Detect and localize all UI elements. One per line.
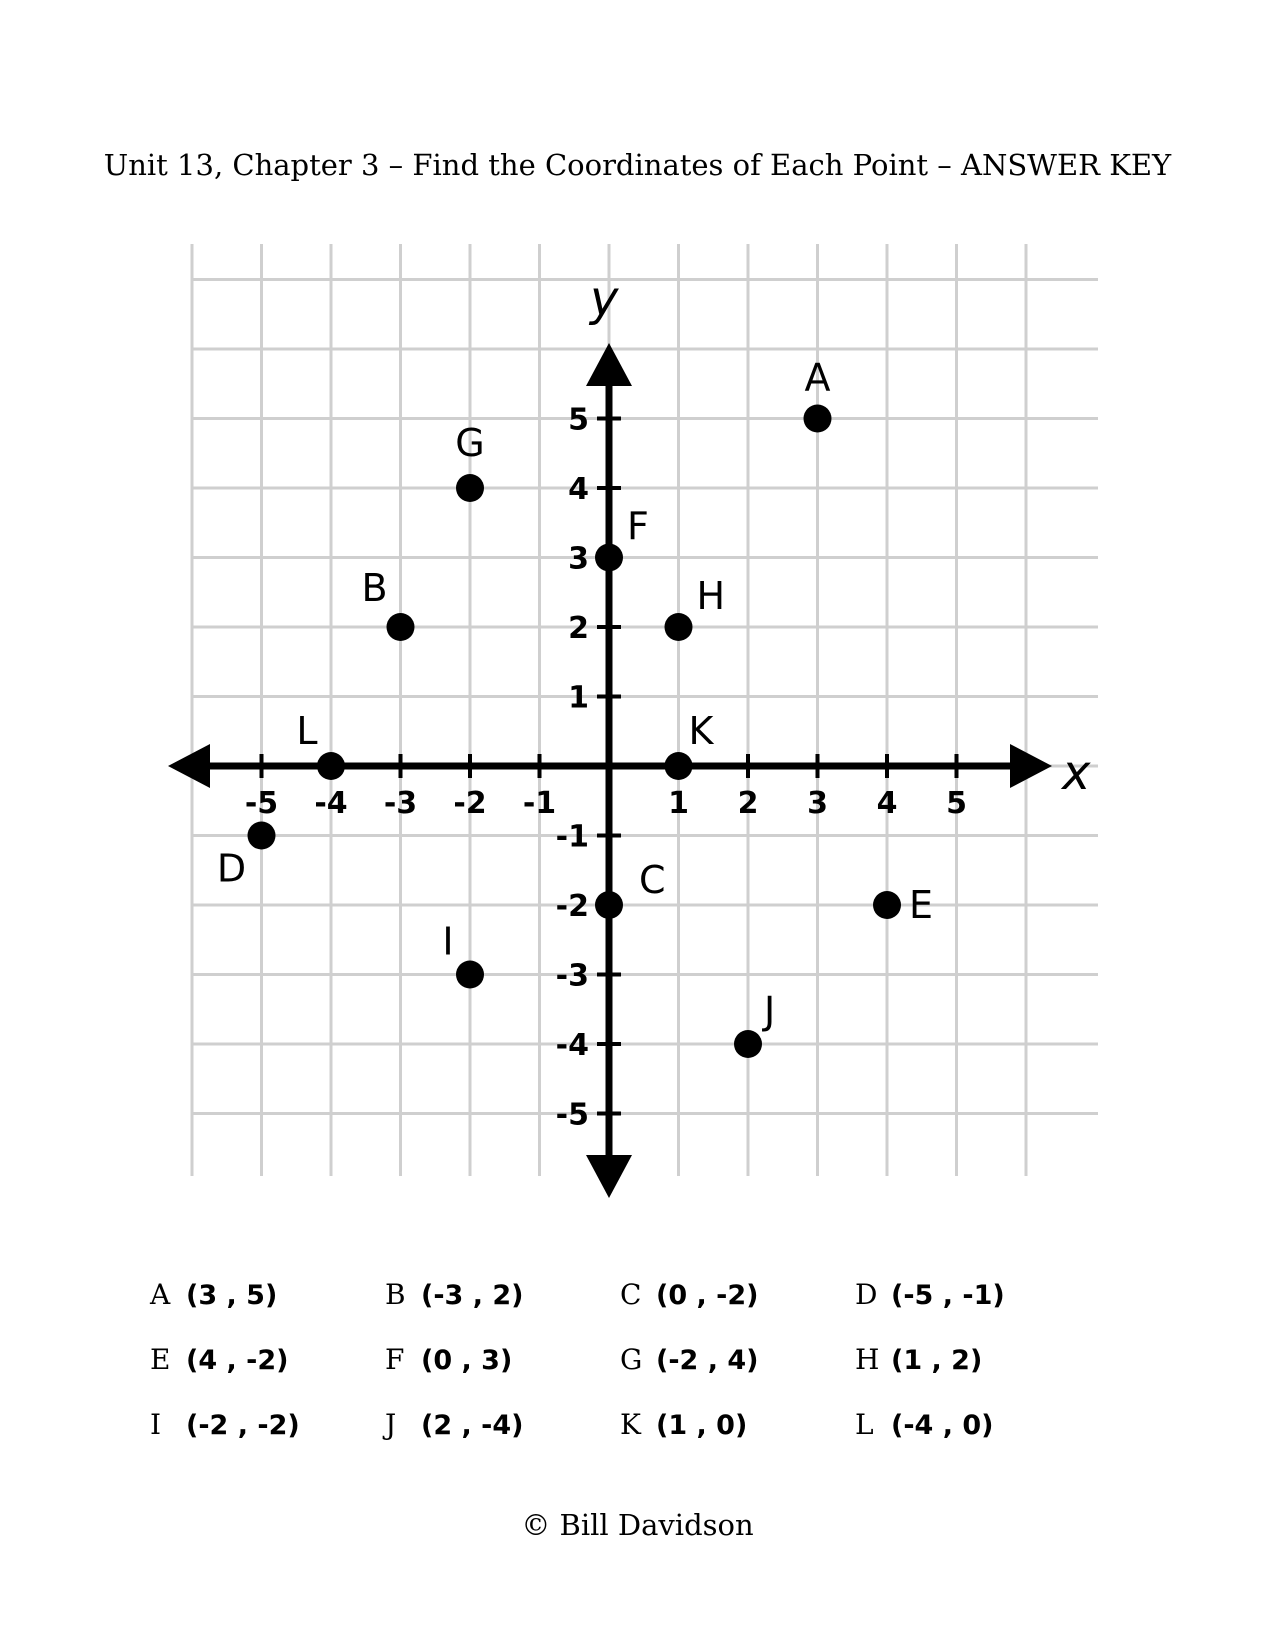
answer-coordinates: (3 , 5) [186, 1280, 278, 1311]
y-tick-label: 3 [568, 541, 589, 577]
point-label-h: H [696, 574, 726, 618]
answer-letter: D [855, 1278, 878, 1311]
y-tick-label: -3 [555, 958, 589, 994]
point-label-c: C [639, 858, 666, 902]
point-label-g: G [455, 421, 485, 465]
y-tick-label: 5 [568, 402, 589, 438]
point-label-i: I [442, 919, 454, 964]
answer-coordinates: (-4 , 0) [891, 1410, 994, 1441]
answer-letter: J [385, 1408, 397, 1441]
answer-key [150, 1278, 1100, 1441]
point-j [734, 1030, 762, 1058]
x-tick-label: -2 [453, 786, 487, 821]
point-b [387, 613, 415, 641]
answer-item [620, 1408, 855, 1441]
answer-coordinates: (0 , -2) [656, 1280, 759, 1311]
point-e [873, 891, 901, 919]
y-tick-label: -1 [555, 819, 589, 855]
answer-item [620, 1278, 855, 1311]
point-i [456, 961, 484, 989]
answer-item [385, 1343, 620, 1376]
page-title: Unit 13, Chapter 3 – Find the Coordinates of Each Point – ANSWER KEY [103, 148, 1172, 182]
copyright: © Bill Davidson [521, 1508, 754, 1542]
point-f [595, 544, 623, 572]
answer-item [385, 1408, 620, 1441]
x-tick-label: -4 [314, 786, 348, 821]
answer-coordinates: (-3 , 2) [421, 1280, 524, 1311]
y-axis-down-arrow [586, 1155, 632, 1198]
x-axis-label: x [1062, 745, 1091, 801]
answer-coordinates: (-2 , -2) [186, 1410, 300, 1441]
answer-coordinates: (1 , 0) [656, 1410, 748, 1441]
point-g [456, 474, 484, 502]
answer-item [855, 1343, 1090, 1376]
answer-letter: H [855, 1343, 880, 1376]
y-tick-label: -5 [555, 1097, 589, 1133]
answer-coordinates: (-2 , 4) [656, 1345, 759, 1376]
axes [168, 343, 1052, 1198]
x-tick-label: 2 [737, 786, 759, 821]
answer-letter: E [150, 1343, 171, 1376]
y-tick-label: 4 [568, 472, 589, 507]
point-label-e: E [909, 883, 934, 927]
answer-letter: I [150, 1408, 162, 1441]
answer-item [150, 1278, 385, 1311]
x-axis-right-arrow [1010, 744, 1052, 788]
answer-item [150, 1408, 385, 1441]
y-tick-label: -2 [555, 889, 589, 924]
answer-item [855, 1408, 1090, 1441]
point-l [317, 752, 345, 780]
point-label-l: L [296, 709, 318, 753]
y-tick-label: -4 [555, 1028, 589, 1063]
point-label-d: D [216, 846, 247, 891]
point-d [248, 822, 276, 850]
answer-item [385, 1278, 620, 1311]
answer-coordinates: (2 , -4) [421, 1410, 524, 1441]
x-tick-label: 5 [946, 786, 967, 821]
answer-letter: B [385, 1278, 406, 1311]
point-h [665, 613, 693, 641]
x-tick-label: 1 [668, 786, 689, 821]
x-tick-label: -1 [522, 786, 557, 821]
point-k [665, 752, 693, 780]
point-c [595, 891, 623, 919]
x-axis-left-arrow [168, 744, 210, 788]
answer-letter: C [620, 1278, 642, 1311]
y-axis-label: y [590, 271, 619, 327]
x-tick-label: -5 [244, 786, 279, 821]
y-tick-label: 2 [568, 611, 589, 646]
answer-item [620, 1343, 855, 1376]
point-label-a: A [804, 355, 831, 400]
answer-coordinates: (4 , -2) [186, 1345, 289, 1376]
answer-coordinates: (-5 , -1) [891, 1280, 1005, 1311]
grid-lines [192, 244, 1098, 1176]
answer-coordinates: (0 , 3) [421, 1345, 513, 1376]
point-label-j: J [764, 989, 776, 1033]
answer-letter: L [855, 1408, 874, 1441]
answer-item [150, 1343, 385, 1376]
answer-coordinates: (1 , 2) [891, 1345, 983, 1376]
y-tick-label: 1 [568, 680, 589, 716]
answer-letter: A [150, 1278, 171, 1311]
x-tick-label: 3 [807, 786, 828, 821]
point-label-f: F [627, 504, 649, 549]
answer-letter: K [620, 1408, 641, 1441]
answer-letter: F [385, 1343, 405, 1376]
point-a [804, 405, 832, 433]
answer-letter: G [620, 1343, 643, 1376]
answer-item [855, 1278, 1090, 1311]
x-tick-label: -3 [383, 786, 418, 821]
point-label-k: K [688, 709, 714, 753]
x-tick-label: 4 [876, 786, 898, 821]
point-label-b: B [361, 566, 388, 610]
